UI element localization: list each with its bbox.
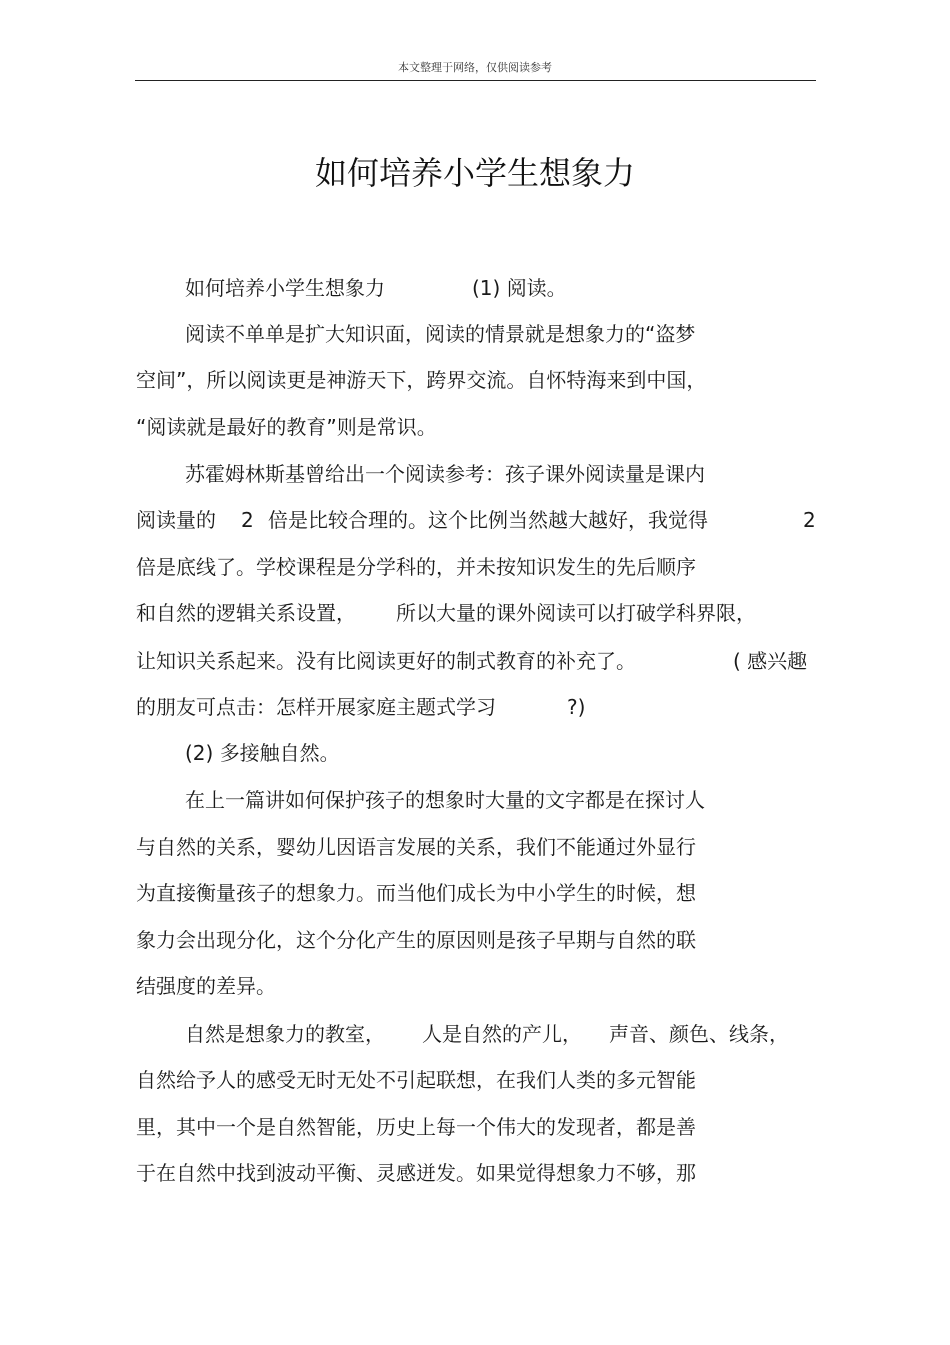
text-segment: 声音、颜色、线条， bbox=[609, 1022, 789, 1046]
text-segment: 阅读不单单是扩大知识面，阅读的情景就是想象力的“盗梦 bbox=[185, 322, 696, 346]
page-header-note: 本文整理于网络，仅供阅读参考 bbox=[398, 61, 552, 74]
header-divider bbox=[135, 80, 816, 81]
text-segment: 自然给予人的感受无时无处不引起联想，在我们人类的多元智能 bbox=[136, 1068, 696, 1092]
text-segment: 2 bbox=[241, 508, 254, 532]
text-segment: 2 bbox=[803, 508, 816, 532]
text-segment: 人是自然的产儿， bbox=[422, 1022, 582, 1046]
text-segment: 在上一篇讲如何保护孩子的想象时大量的文字都是在探讨人 bbox=[185, 788, 705, 812]
text-segment: 所以大量的课外阅读可以打破学科界限， bbox=[396, 601, 756, 625]
text-segment: 与自然的关系，婴幼儿因语言发展的关系，我们不能通过外显行 bbox=[136, 835, 696, 859]
text-segment: (1) 阅读。 bbox=[472, 276, 567, 300]
text-segment: 如何培养小学生想象力 bbox=[185, 276, 385, 300]
text-segment: 空间”，所以阅读更是神游天下，跨界交流。自怀特海来到中国， bbox=[136, 368, 707, 392]
text-segment: “阅读就是最好的教育”则是常识。 bbox=[136, 415, 437, 439]
text-segment: 和自然的逻辑关系设置， bbox=[136, 601, 356, 625]
text-segment: ?) bbox=[567, 695, 586, 719]
text-segment: 为直接衡量孩子的想象力。而当他们成长为中小学生的时候，想 bbox=[136, 881, 696, 905]
text-segment: 阅读量的 bbox=[136, 508, 216, 532]
text-segment: 苏霍姆林斯基曾给出一个阅读参考：孩子课外阅读量是课内 bbox=[185, 462, 705, 486]
text-segment: 于在自然中找到波动平衡、灵感迸发。如果觉得想象力不够，那 bbox=[136, 1161, 696, 1185]
text-segment: 自然是想象力的教室， bbox=[185, 1022, 385, 1046]
text-segment: 结强度的差异。 bbox=[136, 974, 276, 998]
text-segment: 倍是比较合理的。这个比例当然越大越好，我觉得 bbox=[268, 508, 708, 532]
text-segment: 象力会出现分化，这个分化产生的原因则是孩子早期与自然的联 bbox=[136, 928, 696, 952]
text-segment: 倍是底线了。学校课程是分学科的，并未按知识发生的先后顺序 bbox=[136, 555, 696, 579]
text-segment: 里，其中一个是自然智能，历史上每一个伟大的发现者，都是善 bbox=[136, 1115, 696, 1139]
text-segment: 让知识关系起来。没有比阅读更好的制式教育的补充了。 bbox=[136, 649, 636, 673]
text-segment: 的朋友可点击：怎样开展家庭主题式学习 bbox=[136, 695, 496, 719]
document-title: 如何培养小学生想象力 bbox=[314, 154, 635, 192]
text-segment: (2) 多接触自然。 bbox=[185, 741, 340, 765]
text-segment: ( 感兴趣 bbox=[733, 649, 808, 673]
